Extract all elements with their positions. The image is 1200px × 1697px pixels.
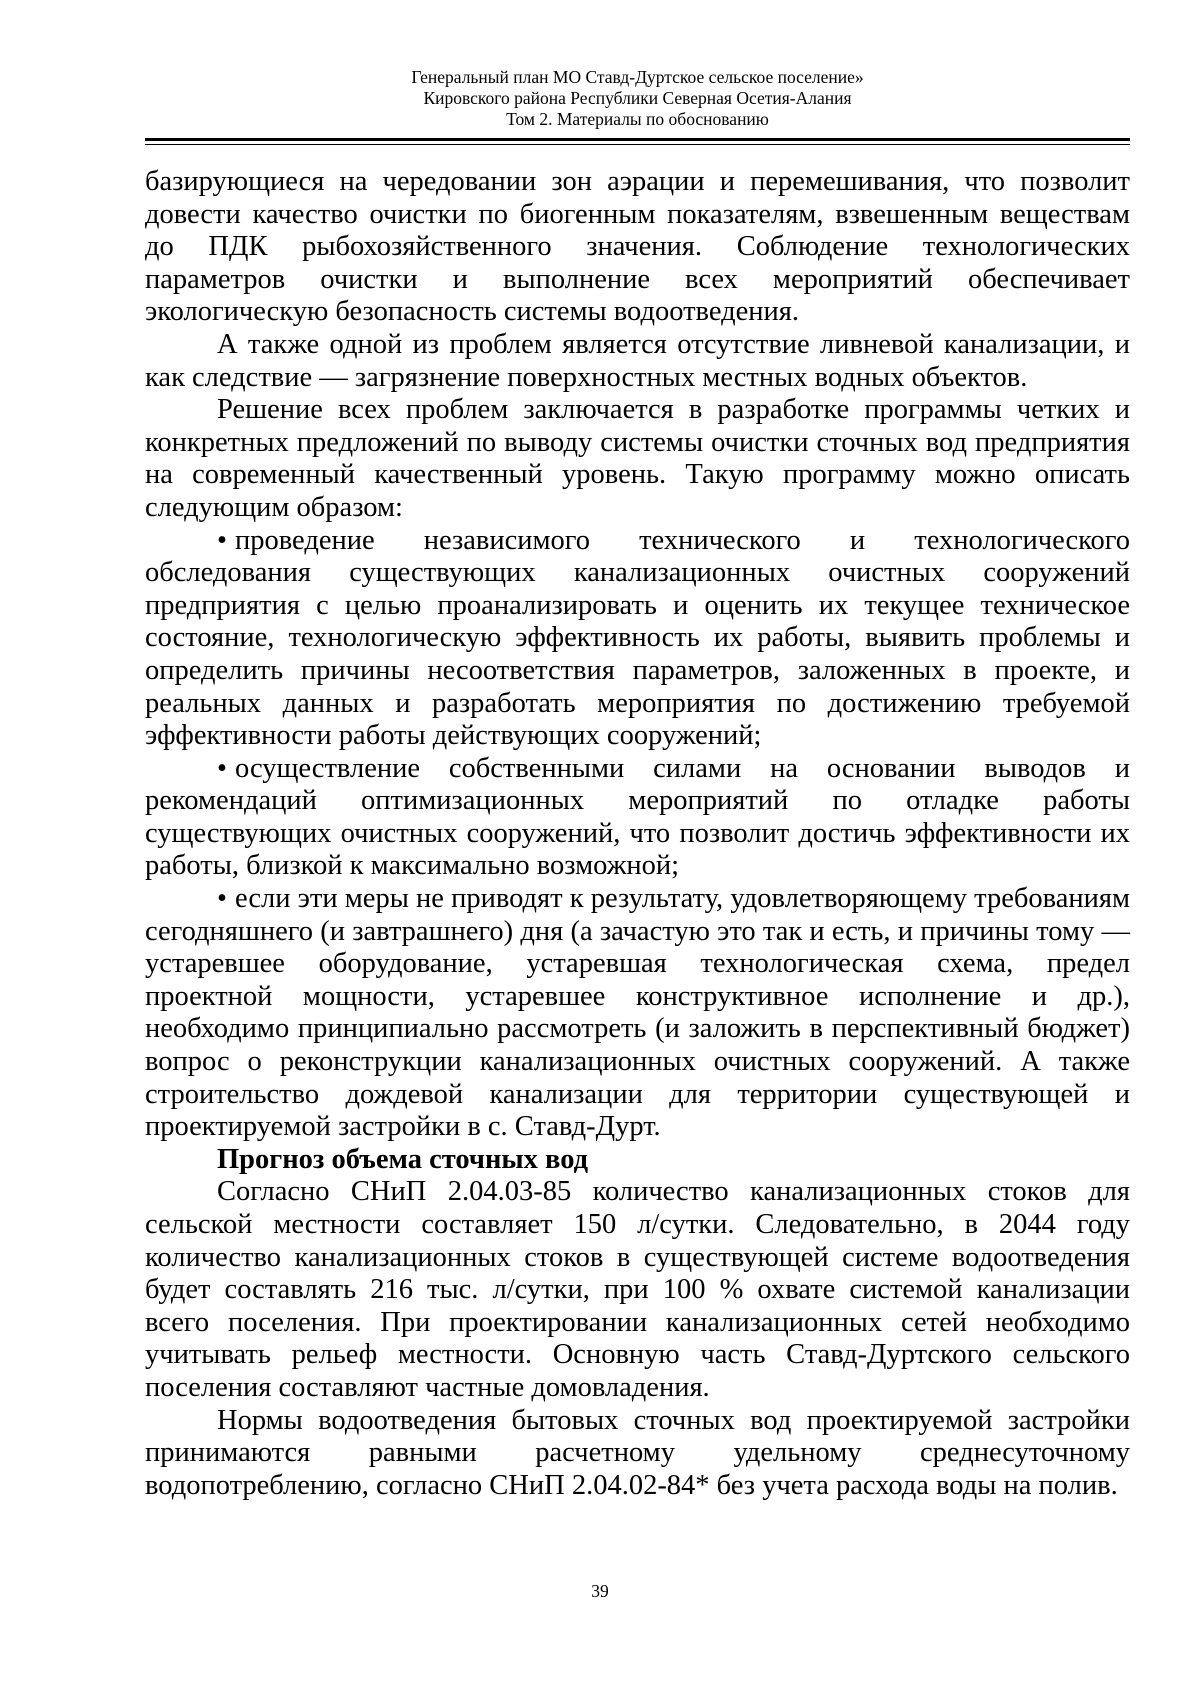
paragraph-3: Решение всех проблем заключается в разработке программы четких и конкретных предложений по выводу системы очистки сточных вод предприятия на современный качественный уровень. Такую программу можно описать следующим образом: xyxy=(145,394,1130,523)
header-line-2: Кировского района Республики Северная Осетия-Алания xyxy=(423,88,852,108)
bullet-item-3-text: если эти меры не приводят к результату, удовлетворяющему требованиям сегодняшнего (и завтрашнего) дня (а зачастую это так и есть, и причины тому — устаревшее оборудование, устаревшая технологическая схема, предел проектной мощности, устаревшее конструктивное исполнение и др.), необходимо принципиально рассмотреть (и заложить в перспективный бюджет) вопрос о реконструкции канализационных очистных сооружений. А также строительство дождевой канализации для территории существующей и проектируемой застройки в с. Ставд-Дурт. xyxy=(145,883,1130,1143)
section-heading: Прогноз объема сточных вод xyxy=(217,1143,589,1175)
paragraph-1: базирующиеся на чередовании зон аэрации и перемешивания, что позволит довести качество очистки по биогенным показателям, взвешенным веществам до ПДК рыбохозяйственного значения. Соблюдение технологических параметров очистки и выполнение всех мероприятий обеспечивает экологическую безопасность системы водоотведения. xyxy=(145,166,1130,328)
running-header xyxy=(145,67,1130,130)
bullet-item-2 xyxy=(145,753,1130,883)
header-rule-thin xyxy=(145,144,1130,145)
paragraph-5: Нормы водоотведения бытовых сточных вод проектируемой застройки принимаются равными расчетному удельному среднесуточному водопотреблению, согласно СНиП 2.04.02-84* без учета расхода воды на полив. xyxy=(145,1404,1130,1501)
bullet-item-2-text: осуществление собственными силами на основании выводов и рекомендаций оптимизационных мероприятий по отладке работы существующих очистных сооружений, что позволит достичь эффективности их работы, близкой к максимально возможной; xyxy=(145,752,1130,882)
bullet-item-1 xyxy=(145,525,1130,753)
bullet-icon: • xyxy=(217,883,227,915)
header-line-3: Том 2. Материалы по обоснованию xyxy=(506,109,769,129)
header-rule-thick xyxy=(145,138,1130,141)
bullet-icon: • xyxy=(217,524,227,556)
page-number: 39 xyxy=(591,1581,609,1601)
header-line-1: Генеральный план МО Ставд-Дуртское сельское поселение» xyxy=(411,67,864,87)
paragraph-2: А также одной из проблем является отсутствие ливневой канализации, и как следствие — загрязнение поверхностных местных водных объектов. xyxy=(145,328,1130,393)
bullet-icon: • xyxy=(217,752,227,784)
body-text xyxy=(145,166,1130,1502)
bullet-item-1-text: проведение независимого технического и технологического обследования существующих канализационных очистных сооружений предприятия с целью проанализировать и оценить их текущее техническое состояние, технологическую эффективность их работы, выявить проблемы и определить причины несоответствия параметров, заложенных в проекте, и реальных данных и разработать мероприятия по достижению требуемой эффективности работы действующих сооружений; xyxy=(145,524,1130,752)
paragraph-4: Согласно СНиП 2.04.03-85 количество канализационных стоков для сельской местности составляет 150 л/сутки. Следовательно, в 2044 году количество канализационных стоков в существующей системе водоотведения будет составлять 216 тыс. л/сутки, при 100 % охвате системой канализации всего поселения. При проектировании канализационных сетей необходимо учитывать рельеф местности. Основную часть Ставд-Дуртского сельского поселения составляют частные домовладения. xyxy=(145,1176,1130,1403)
bullet-item-3 xyxy=(145,883,1130,1144)
